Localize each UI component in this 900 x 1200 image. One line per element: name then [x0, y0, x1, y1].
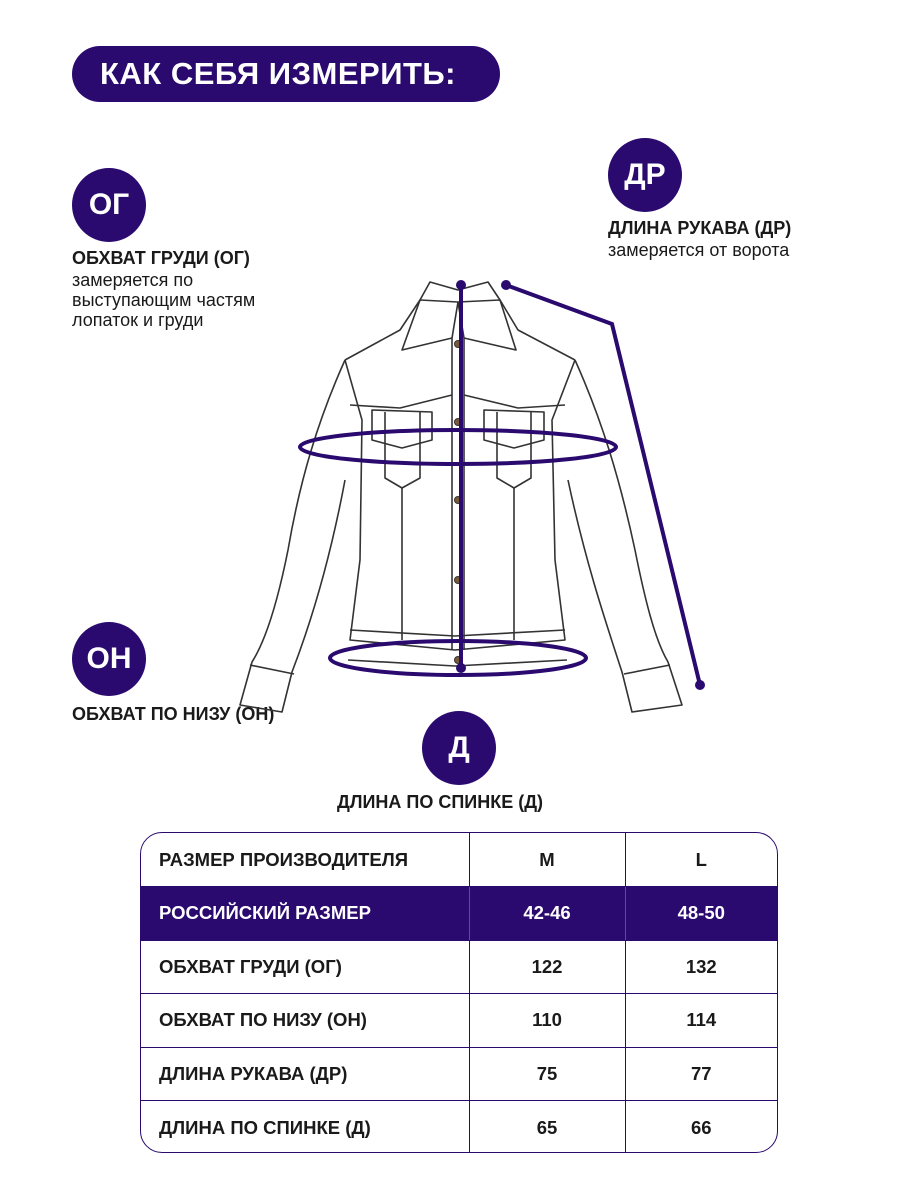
table-row	[141, 887, 777, 941]
og-desc-line: лопаток и груди	[72, 310, 204, 330]
table-cell: 75	[469, 1047, 625, 1101]
og-badge: ОГ	[72, 168, 146, 242]
table-cell: 48-50	[625, 887, 777, 941]
table-cell: 65	[469, 1101, 625, 1154]
on-title: ОБХВАТ ПО НИЗУ (ОН)	[72, 704, 275, 724]
table-header-cell: L	[625, 833, 777, 887]
d-title: ДЛИНА ПО СПИНКЕ (Д)	[337, 792, 544, 812]
table-row	[141, 940, 777, 994]
table-header-row	[141, 833, 777, 887]
table-cell: РОССИЙСКИЙ РАЗМЕР	[141, 887, 469, 941]
og-title: ОБХВАТ ГРУДИ (ОГ)	[72, 248, 250, 268]
table-row	[141, 994, 777, 1048]
table-cell: 42-46	[469, 887, 625, 941]
page-title: КАК СЕБЯ ИЗМЕРИТЬ:	[72, 46, 500, 102]
table-cell: ДЛИНА РУКАВА (ДР)	[141, 1047, 469, 1101]
table-cell: 114	[625, 994, 777, 1048]
table-cell: 110	[469, 994, 625, 1048]
dr-badge: ДР	[608, 138, 682, 212]
table-cell: 77	[625, 1047, 777, 1101]
table-cell: ОБХВАТ ГРУДИ (ОГ)	[141, 940, 469, 994]
table-header-cell: M	[469, 833, 625, 887]
table-cell: 122	[469, 940, 625, 994]
table-cell: 132	[625, 940, 777, 994]
dr-desc-line: замеряется от ворота	[608, 240, 790, 260]
d-badge: Д	[422, 711, 496, 785]
size-table	[140, 832, 778, 1153]
table-header-cell: РАЗМЕР ПРОИЗВОДИТЕЛЯ	[141, 833, 469, 887]
table-cell: ДЛИНА ПО СПИНКЕ (Д)	[141, 1101, 469, 1154]
on-badge: ОН	[72, 622, 146, 696]
dr-title: ДЛИНА РУКАВА (ДР)	[608, 218, 792, 238]
table-cell: ОБХВАТ ПО НИЗУ (ОН)	[141, 994, 469, 1048]
table-cell: 66	[690, 1116, 712, 1138]
table-row	[141, 1101, 777, 1154]
og-desc-line: выступающим частям	[72, 290, 256, 310]
table-row	[141, 1047, 777, 1101]
og-desc-line: замеряется по	[72, 270, 194, 290]
